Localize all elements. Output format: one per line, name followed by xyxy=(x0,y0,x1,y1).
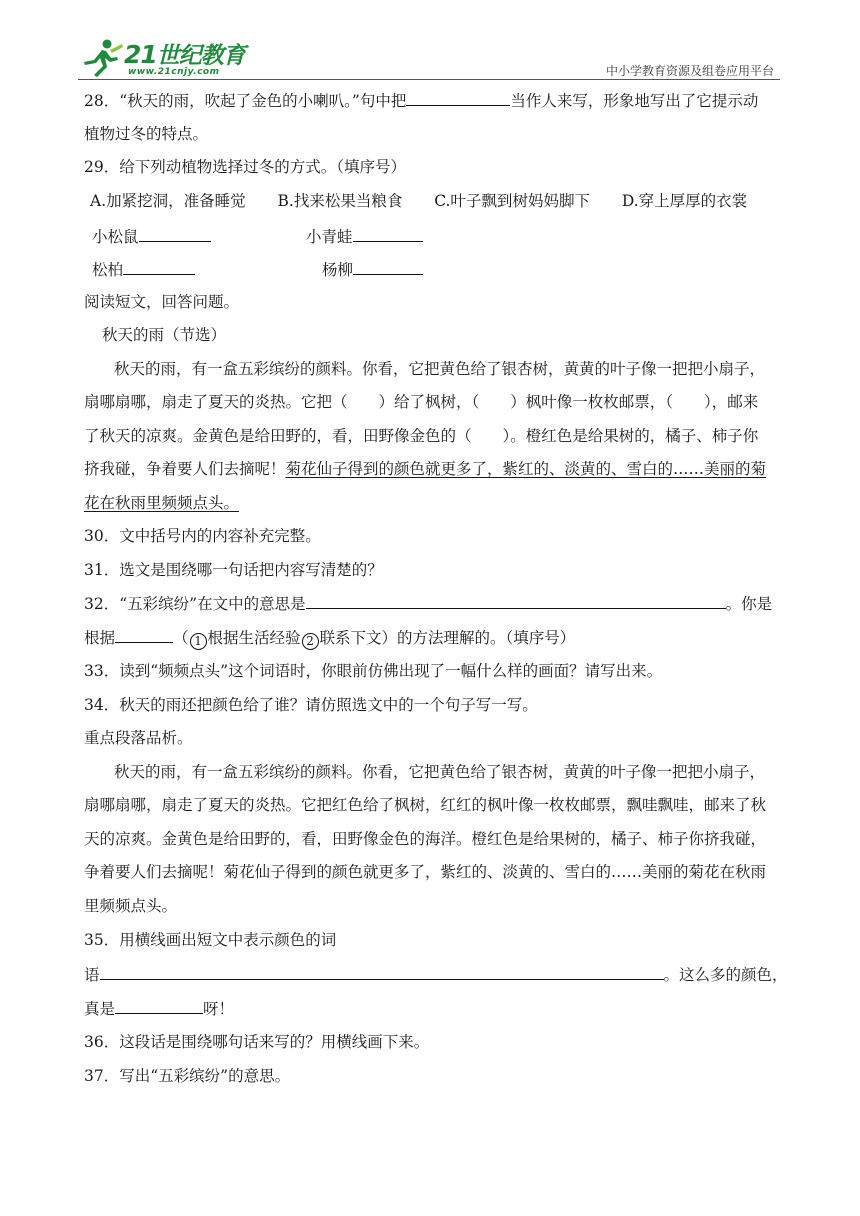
q32-text1: 32．“五彩缤纷”在文中的意思是 xyxy=(84,595,306,613)
question-36: 36．这段话是围绕哪句话来写的？用横线画下来。 xyxy=(84,1033,430,1051)
page-header xyxy=(78,34,780,80)
q35-text3: 。这么多的颜色， xyxy=(663,966,788,984)
q35-text4: 真是 xyxy=(84,1000,116,1018)
item-label: 杨柳 xyxy=(322,261,354,279)
reading-2-line2: 扇哪扇哪，扇走了夏天的炎热。它把红色给了枫树，红红的枫叶像一枚枚邮票，飘哇飘哇，邮来了秋 xyxy=(84,796,767,814)
q32-meaning-blank[interactable] xyxy=(306,593,726,609)
q32-text4: （ xyxy=(173,629,189,647)
reading-2-intro: 重点段落品析。 xyxy=(84,729,193,747)
question-28-line2: 植物过冬的特点。 xyxy=(84,125,209,143)
question-28-line1 xyxy=(84,90,758,111)
question-35-line1: 35．用横线画出短文中表示颜色的词 xyxy=(84,931,337,949)
q35-exclaim-blank[interactable] xyxy=(115,998,203,1014)
logo-chinese: 世纪教育 xyxy=(156,43,245,69)
reading-1-line1: 秋天的雨，有一盒五彩缤纷的颜料。你看，它把黄色给了银杏树，黄黄的叶子像一把把小扇子， xyxy=(114,360,766,378)
option-c: C.叶子飘到树妈妈脚下 xyxy=(434,192,590,210)
circled-number-2: 2 xyxy=(302,633,319,650)
option-a: A.加紧挖洞，准备睡觉 xyxy=(90,192,246,210)
q32-option-1: 根据生活经验 xyxy=(207,629,301,647)
q35-color-words-blank[interactable] xyxy=(100,964,664,980)
question-29-stem: 29．给下列动植物选择过冬的方式。（填序号） xyxy=(84,158,406,176)
question-29-options xyxy=(90,191,747,211)
reading-1-line3: 了秋天的凉爽。金黄色是给田野的，看，田野像金色的（ ）。橙红色是给果树的，橘子、柿子你 xyxy=(84,427,759,445)
q32-method-blank[interactable] xyxy=(115,627,173,643)
reading-1-line2: 扇哪扇哪，扇走了夏天的炎热。它把（ ）给了枫树，（ ）枫叶像一枚枚邮票，（ ），邮来 xyxy=(84,393,759,411)
platform-name: 中小学教育资源及组卷应用平台 xyxy=(605,64,774,78)
reading-2-line4: 争着要人们去摘呢！菊花仙子得到的颜色就更多了，紫红的、淡黄的、雪白的……美丽的菊花在秋雨 xyxy=(84,863,767,881)
reading-1-line4 xyxy=(84,459,766,479)
option-b: B.找来松果当粮食 xyxy=(277,192,403,210)
question-34: 34．秋天的雨还把颜色给了谁？请仿照选文中的一个句子写一写。 xyxy=(84,696,538,714)
circled-number-1: 1 xyxy=(190,633,207,650)
reading-1-title: 秋天的雨（节选） xyxy=(102,326,227,344)
q29-item-willow xyxy=(322,259,423,280)
item-label: 小青蛙 xyxy=(306,228,353,246)
q35-text2: 语 xyxy=(84,966,100,984)
q29-item-frog xyxy=(306,226,423,247)
site-logo[interactable] xyxy=(78,34,318,80)
option-d: D.穿上厚厚的衣裳 xyxy=(621,192,748,210)
q29-blank-pine[interactable] xyxy=(123,259,195,275)
reading-2-line3: 天的凉爽。金黄色是给田野的，看，田野像金色的海洋。橙红色是给果树的，橘子、柿子你挤我碰， xyxy=(84,830,767,848)
q29-item-squirrel xyxy=(92,226,211,247)
reading-2-line1: 秋天的雨，有一盒五彩缤纷的颜料。你看，它把黄色给了银杏树，黄黄的叶子像一把把小扇子， xyxy=(114,763,766,781)
q28-answer-blank[interactable] xyxy=(406,90,510,106)
logo-number: 21 xyxy=(124,40,157,69)
question-31: 31．选文是围绕哪一句话把内容写清楚的？ xyxy=(84,561,383,579)
reading-1-line4-text: 挤我碰，争着要人们去摘呢！ xyxy=(84,460,286,478)
q32-text2: 。你是 xyxy=(725,595,773,613)
q29-blank-willow[interactable] xyxy=(353,259,423,275)
question-33: 33．读到“频频点头”这个词语时，你眼前仿佛出现了一幅什么样的画面？请写出来。 xyxy=(84,662,663,680)
q28-text2: 当作人来写，形象地写出了它提示动 xyxy=(510,92,759,110)
question-37: 37．写出“五彩缤纷”的意思。 xyxy=(84,1067,291,1085)
q29-item-pine xyxy=(92,259,195,280)
question-32-line2 xyxy=(84,627,575,650)
item-label: 松柏 xyxy=(92,261,124,279)
q29-blank-squirrel[interactable] xyxy=(139,226,211,242)
q32-option-2: 联系下文）的方法理解的。（填序号） xyxy=(319,629,576,647)
runner-logo-icon xyxy=(80,38,124,78)
item-label: 小松鼠 xyxy=(92,228,139,246)
logo-wordmark xyxy=(124,37,245,70)
reading-2-line5: 里频频点头。 xyxy=(84,897,178,915)
question-35-line3 xyxy=(84,998,234,1019)
q32-text3: 根据 xyxy=(84,629,116,647)
header-divider xyxy=(78,79,780,80)
question-35-line2 xyxy=(84,964,788,985)
q35-text5: 呀！ xyxy=(203,1000,235,1018)
question-30: 30．文中括号内的内容补充完整。 xyxy=(84,527,321,545)
q29-blank-frog[interactable] xyxy=(353,226,423,242)
q28-text1: 28．“秋天的雨，吹起了金色的小喇叭。”句中把 xyxy=(84,92,407,110)
reading-1-underlined-sentence: 菊花仙子得到的颜色就更多了，紫红的、淡黄的、雪白的……美丽的菊 xyxy=(285,460,767,478)
reading-1-line5: 花在秋雨里频频点头。 xyxy=(84,494,240,512)
logo-url: www.21cnjy.com xyxy=(128,67,220,77)
reading-1-intro: 阅读短文，回答问题。 xyxy=(84,293,240,311)
question-32-line1 xyxy=(84,593,772,614)
